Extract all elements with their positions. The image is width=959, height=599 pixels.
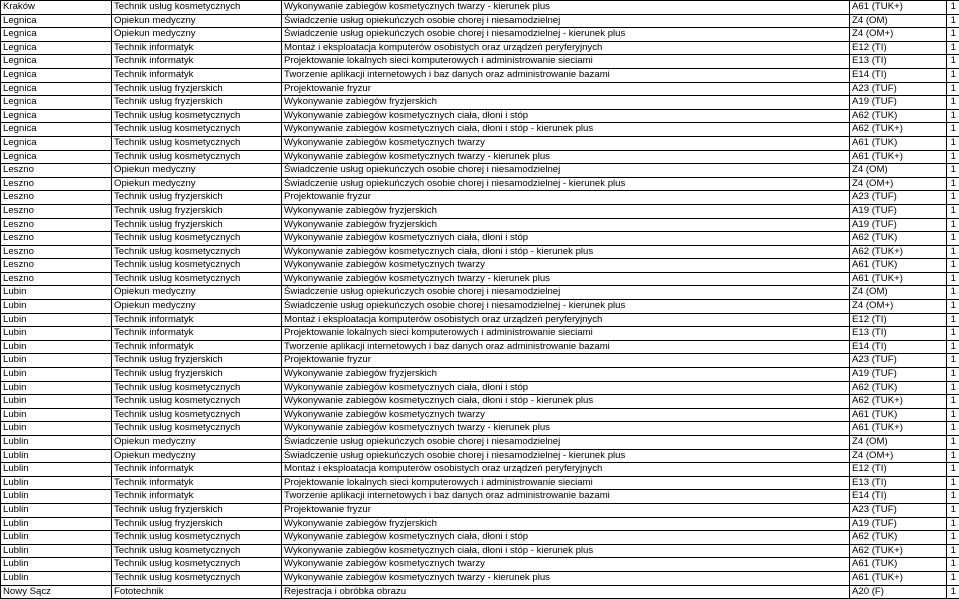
qualification-cell: Tworzenie aplikacji internetowych i baz danych oraz administrowanie bazami [282, 490, 850, 504]
count-cell: 1 [947, 436, 959, 450]
profession-cell: Technik informatyk [112, 41, 282, 55]
code-cell: A62 (TUK) [850, 531, 947, 545]
count-cell: 1 [947, 272, 959, 286]
profession-cell: Technik usług fryzjerskich [112, 191, 282, 205]
city-cell: Legnica [1, 55, 112, 69]
city-cell: Lublin [1, 463, 112, 477]
city-cell: Lubin [1, 354, 112, 368]
profession-cell: Technik usług kosmetycznych [112, 544, 282, 558]
count-cell: 1 [947, 585, 959, 599]
code-cell: A19 (TUF) [850, 517, 947, 531]
qualification-cell: Wykonywanie zabiegów kosmetycznych ciała, dłoni i stóp - kierunek plus [282, 245, 850, 259]
count-cell: 1 [947, 354, 959, 368]
table-row [1, 463, 959, 477]
table-row [1, 313, 959, 327]
city-cell: Lubin [1, 286, 112, 300]
city-cell: Lublin [1, 476, 112, 490]
code-cell: A61 (TUK+) [850, 150, 947, 164]
qualification-cell: Wykonywanie zabiegów kosmetycznych twarzy [282, 259, 850, 273]
count-cell: 1 [947, 463, 959, 477]
table-row [1, 245, 959, 259]
city-cell: Legnica [1, 150, 112, 164]
profession-cell: Technik usług fryzjerskich [112, 354, 282, 368]
table-row [1, 150, 959, 164]
city-cell: Leszno [1, 272, 112, 286]
qualification-cell: Wykonywanie zabiegów fryzjerskich [282, 517, 850, 531]
profession-cell: Technik usług kosmetycznych [112, 232, 282, 246]
code-cell: A61 (TUK+) [850, 1, 947, 15]
qualification-cell: Projektowanie fryzur [282, 503, 850, 517]
city-cell: Lubin [1, 381, 112, 395]
table-row [1, 14, 959, 28]
code-cell: A62 (TUK+) [850, 544, 947, 558]
table-row [1, 585, 959, 599]
profession-cell: Technik usług fryzjerskich [112, 82, 282, 96]
profession-cell: Technik informatyk [112, 313, 282, 327]
city-cell: Legnica [1, 96, 112, 110]
count-cell: 1 [947, 544, 959, 558]
count-cell: 1 [947, 1, 959, 15]
table-row [1, 422, 959, 436]
table-row [1, 368, 959, 382]
code-cell: A23 (TUF) [850, 503, 947, 517]
qualification-cell: Wykonywanie zabiegów kosmetycznych twarzy - kierunek plus [282, 1, 850, 15]
count-cell: 1 [947, 28, 959, 42]
qualification-cell: Świadczenie usług opiekuńczych osobie chorej i niesamodzielnej [282, 436, 850, 450]
code-cell: A62 (TUK) [850, 232, 947, 246]
code-cell: A62 (TUK) [850, 109, 947, 123]
qualification-cell: Projektowanie fryzur [282, 354, 850, 368]
qualification-cell: Wykonywanie zabiegów kosmetycznych ciała, dłoni i stóp [282, 531, 850, 545]
code-cell: E12 (TI) [850, 41, 947, 55]
count-cell: 1 [947, 313, 959, 327]
code-cell: Z4 (OM) [850, 436, 947, 450]
city-cell: Legnica [1, 136, 112, 150]
qualification-cell: Wykonywanie zabiegów kosmetycznych ciała, dłoni i stóp - kierunek plus [282, 544, 850, 558]
qualification-cell: Wykonywanie zabiegów kosmetycznych ciała, dłoni i stóp [282, 232, 850, 246]
table-row [1, 544, 959, 558]
count-cell: 1 [947, 531, 959, 545]
qualification-cell: Świadczenie usług opiekuńczych osobie chorej i niesamodzielnej - kierunek plus [282, 449, 850, 463]
city-cell: Lubin [1, 327, 112, 341]
profession-cell: Technik usług kosmetycznych [112, 558, 282, 572]
count-cell: 1 [947, 327, 959, 341]
city-cell: Lubin [1, 422, 112, 436]
count-cell: 1 [947, 55, 959, 69]
code-cell: Z4 (OM+) [850, 28, 947, 42]
qualification-cell: Świadczenie usług opiekuńczych osobie chorej i niesamodzielnej - kierunek plus [282, 177, 850, 191]
city-cell: Leszno [1, 164, 112, 178]
count-cell: 1 [947, 395, 959, 409]
code-cell: A61 (TUK+) [850, 422, 947, 436]
code-cell: A23 (TUF) [850, 354, 947, 368]
profession-cell: Technik usług kosmetycznych [112, 1, 282, 15]
qualification-cell: Rejestracja i obróbka obrazu [282, 585, 850, 599]
city-cell: Lubin [1, 395, 112, 409]
profession-cell: Technik usług fryzjerskich [112, 96, 282, 110]
profession-cell: Technik informatyk [112, 68, 282, 82]
table-row [1, 571, 959, 585]
city-cell: Lublin [1, 531, 112, 545]
count-cell: 1 [947, 381, 959, 395]
city-cell: Lublin [1, 544, 112, 558]
count-cell: 1 [947, 191, 959, 205]
code-cell: Z4 (OM+) [850, 177, 947, 191]
code-cell: A61 (TUK) [850, 136, 947, 150]
code-cell: A23 (TUF) [850, 191, 947, 205]
profession-cell: Technik usług fryzjerskich [112, 218, 282, 232]
count-cell: 1 [947, 476, 959, 490]
profession-cell: Opiekun medyczny [112, 177, 282, 191]
table-row [1, 259, 959, 273]
count-cell: 1 [947, 232, 959, 246]
qualification-cell: Wykonywanie zabiegów kosmetycznych twarzy [282, 558, 850, 572]
code-cell: A62 (TUK) [850, 381, 947, 395]
code-cell: A19 (TUF) [850, 96, 947, 110]
qualification-cell: Wykonywanie zabiegów kosmetycznych twarzy - kierunek plus [282, 422, 850, 436]
profession-cell: Technik usług kosmetycznych [112, 109, 282, 123]
city-cell: Legnica [1, 28, 112, 42]
code-cell: E14 (TI) [850, 340, 947, 354]
table-row [1, 177, 959, 191]
profession-cell: Opiekun medyczny [112, 164, 282, 178]
count-cell: 1 [947, 177, 959, 191]
profession-cell: Fototechnik [112, 585, 282, 599]
count-cell: 1 [947, 96, 959, 110]
qualification-cell: Montaż i eksploatacja komputerów osobistych oraz urządzeń peryferyjnych [282, 313, 850, 327]
city-cell: Lublin [1, 571, 112, 585]
city-cell: Leszno [1, 259, 112, 273]
qualification-cell: Wykonywanie zabiegów kosmetycznych twarzy [282, 408, 850, 422]
qualification-cell: Tworzenie aplikacji internetowych i baz danych oraz administrowanie bazami [282, 68, 850, 82]
code-cell: A62 (TUK+) [850, 123, 947, 137]
count-cell: 1 [947, 259, 959, 273]
profession-cell: Technik usług fryzjerskich [112, 517, 282, 531]
profession-cell: Technik usług fryzjerskich [112, 503, 282, 517]
city-cell: Lublin [1, 449, 112, 463]
count-cell: 1 [947, 408, 959, 422]
count-cell: 1 [947, 286, 959, 300]
profession-cell: Technik usług kosmetycznych [112, 259, 282, 273]
profession-cell: Technik usług kosmetycznych [112, 422, 282, 436]
code-cell: Z4 (OM+) [850, 449, 947, 463]
city-cell: Legnica [1, 14, 112, 28]
profession-cell: Technik informatyk [112, 463, 282, 477]
city-cell: Lubin [1, 300, 112, 314]
city-cell: Leszno [1, 232, 112, 246]
count-cell: 1 [947, 422, 959, 436]
table-row [1, 449, 959, 463]
profession-cell: Technik informatyk [112, 55, 282, 69]
qualification-cell: Tworzenie aplikacji internetowych i baz danych oraz administrowanie bazami [282, 340, 850, 354]
table-row [1, 490, 959, 504]
profession-cell: Opiekun medyczny [112, 14, 282, 28]
table-row [1, 109, 959, 123]
code-cell: Z4 (OM+) [850, 300, 947, 314]
city-cell: Lublin [1, 558, 112, 572]
code-cell: E13 (TI) [850, 327, 947, 341]
count-cell: 1 [947, 571, 959, 585]
city-cell: Nowy Sącz [1, 585, 112, 599]
profession-cell: Technik usług kosmetycznych [112, 245, 282, 259]
code-cell: E14 (TI) [850, 490, 947, 504]
count-cell: 1 [947, 368, 959, 382]
code-cell: Z4 (OM) [850, 164, 947, 178]
code-cell: A61 (TUK) [850, 408, 947, 422]
city-cell: Leszno [1, 218, 112, 232]
profession-cell: Technik usług kosmetycznych [112, 136, 282, 150]
count-cell: 1 [947, 245, 959, 259]
qualification-cell: Projektowanie fryzur [282, 82, 850, 96]
count-cell: 1 [947, 109, 959, 123]
code-cell: A19 (TUF) [850, 368, 947, 382]
table-row [1, 204, 959, 218]
city-cell: Lublin [1, 490, 112, 504]
table-body [1, 1, 959, 599]
qualification-cell: Projektowanie lokalnych sieci komputerowych i administrowanie sieciami [282, 55, 850, 69]
table-row [1, 1, 959, 15]
city-cell: Lubin [1, 340, 112, 354]
table-row [1, 381, 959, 395]
qualification-cell: Wykonywanie zabiegów kosmetycznych ciała, dłoni i stóp - kierunek plus [282, 395, 850, 409]
code-cell: A62 (TUK+) [850, 245, 947, 259]
qualification-cell: Świadczenie usług opiekuńczych osobie chorej i niesamodzielnej [282, 286, 850, 300]
qualification-cell: Wykonywanie zabiegów kosmetycznych twarzy - kierunek plus [282, 272, 850, 286]
count-cell: 1 [947, 490, 959, 504]
table-row [1, 354, 959, 368]
code-cell: E12 (TI) [850, 463, 947, 477]
code-cell: E13 (TI) [850, 55, 947, 69]
profession-cell: Technik informatyk [112, 327, 282, 341]
count-cell: 1 [947, 517, 959, 531]
city-cell: Legnica [1, 41, 112, 55]
qualification-cell: Montaż i eksploatacja komputerów osobistych oraz urządzeń peryferyjnych [282, 463, 850, 477]
code-cell: A19 (TUF) [850, 218, 947, 232]
qualification-cell: Wykonywanie zabiegów fryzjerskich [282, 368, 850, 382]
qualification-cell: Wykonywanie zabiegów kosmetycznych twarzy - kierunek plus [282, 571, 850, 585]
table-row [1, 408, 959, 422]
profession-cell: Technik usług kosmetycznych [112, 272, 282, 286]
count-cell: 1 [947, 204, 959, 218]
count-cell: 1 [947, 164, 959, 178]
table-row [1, 123, 959, 137]
code-cell: A61 (TUK+) [850, 272, 947, 286]
qualification-cell: Projektowanie fryzur [282, 191, 850, 205]
table-row [1, 28, 959, 42]
code-cell: A62 (TUK+) [850, 395, 947, 409]
qualification-cell: Świadczenie usług opiekuńczych osobie chorej i niesamodzielnej - kierunek plus [282, 300, 850, 314]
table-row [1, 503, 959, 517]
count-cell: 1 [947, 218, 959, 232]
count-cell: 1 [947, 340, 959, 354]
count-cell: 1 [947, 558, 959, 572]
qualification-cell: Świadczenie usług opiekuńczych osobie chorej i niesamodzielnej [282, 164, 850, 178]
city-cell: Lublin [1, 503, 112, 517]
profession-cell: Technik usług kosmetycznych [112, 531, 282, 545]
city-cell: Legnica [1, 82, 112, 96]
city-cell: Leszno [1, 204, 112, 218]
count-cell: 1 [947, 503, 959, 517]
count-cell: 1 [947, 82, 959, 96]
city-cell: Legnica [1, 68, 112, 82]
count-cell: 1 [947, 300, 959, 314]
profession-cell: Opiekun medyczny [112, 436, 282, 450]
profession-cell: Technik informatyk [112, 490, 282, 504]
count-cell: 1 [947, 150, 959, 164]
qualification-cell: Montaż i eksploatacja komputerów osobistych oraz urządzeń peryferyjnych [282, 41, 850, 55]
table-row [1, 96, 959, 110]
qualification-cell: Wykonywanie zabiegów kosmetycznych ciała, dłoni i stóp [282, 381, 850, 395]
qualification-cell: Wykonywanie zabiegów fryzjerskich [282, 204, 850, 218]
table-row [1, 41, 959, 55]
city-cell: Legnica [1, 109, 112, 123]
code-cell: A61 (TUK) [850, 558, 947, 572]
count-cell: 1 [947, 123, 959, 137]
code-cell: A19 (TUF) [850, 204, 947, 218]
profession-cell: Opiekun medyczny [112, 449, 282, 463]
city-cell: Kraków [1, 1, 112, 15]
qualification-cell: Wykonywanie zabiegów kosmetycznych twarzy - kierunek plus [282, 150, 850, 164]
table-row [1, 55, 959, 69]
profession-cell: Technik usług kosmetycznych [112, 571, 282, 585]
qualification-cell: Projektowanie lokalnych sieci komputerowych i administrowanie sieciami [282, 327, 850, 341]
city-cell: Leszno [1, 245, 112, 259]
profession-cell: Technik usług kosmetycznych [112, 395, 282, 409]
qualification-cell: Wykonywanie zabiegów fryzjerskich [282, 218, 850, 232]
table-row [1, 517, 959, 531]
profession-cell: Technik usług kosmetycznych [112, 381, 282, 395]
city-cell: Leszno [1, 191, 112, 205]
code-cell: A23 (TUF) [850, 82, 947, 96]
profession-cell: Technik usług kosmetycznych [112, 123, 282, 137]
code-cell: Z4 (OM) [850, 286, 947, 300]
city-cell: Lublin [1, 517, 112, 531]
code-cell: A61 (TUK) [850, 259, 947, 273]
table-row [1, 436, 959, 450]
profession-cell: Opiekun medyczny [112, 286, 282, 300]
qualification-cell: Projektowanie lokalnych sieci komputerowych i administrowanie sieciami [282, 476, 850, 490]
table-row [1, 136, 959, 150]
table-row [1, 191, 959, 205]
code-cell: A20 (F) [850, 585, 947, 599]
count-cell: 1 [947, 41, 959, 55]
table-row [1, 327, 959, 341]
profession-cell: Technik usług fryzjerskich [112, 204, 282, 218]
profession-cell: Opiekun medyczny [112, 300, 282, 314]
profession-cell: Technik informatyk [112, 476, 282, 490]
code-cell: E14 (TI) [850, 68, 947, 82]
qualification-cell: Wykonywanie zabiegów fryzjerskich [282, 96, 850, 110]
table-row [1, 476, 959, 490]
code-cell: E12 (TI) [850, 313, 947, 327]
table-row [1, 558, 959, 572]
code-cell: A61 (TUK+) [850, 571, 947, 585]
count-cell: 1 [947, 449, 959, 463]
qualification-cell: Wykonywanie zabiegów kosmetycznych twarzy [282, 136, 850, 150]
table-row [1, 68, 959, 82]
table-row [1, 164, 959, 178]
profession-cell: Technik usług fryzjerskich [112, 368, 282, 382]
city-cell: Lubin [1, 368, 112, 382]
table-row [1, 531, 959, 545]
profession-cell: Opiekun medyczny [112, 28, 282, 42]
table-row [1, 286, 959, 300]
city-cell: Lublin [1, 436, 112, 450]
profession-cell: Technik informatyk [112, 340, 282, 354]
code-cell: E13 (TI) [850, 476, 947, 490]
table-row [1, 395, 959, 409]
city-cell: Lubin [1, 408, 112, 422]
profession-cell: Technik usług kosmetycznych [112, 150, 282, 164]
code-cell: Z4 (OM) [850, 14, 947, 28]
city-cell: Lubin [1, 313, 112, 327]
table-row [1, 300, 959, 314]
qualification-cell: Wykonywanie zabiegów kosmetycznych ciała, dłoni i stóp [282, 109, 850, 123]
city-cell: Leszno [1, 177, 112, 191]
city-cell: Legnica [1, 123, 112, 137]
table-row [1, 82, 959, 96]
qualification-cell: Świadczenie usług opiekuńczych osobie chorej i niesamodzielnej - kierunek plus [282, 28, 850, 42]
count-cell: 1 [947, 136, 959, 150]
qualification-cell: Świadczenie usług opiekuńczych osobie chorej i niesamodzielnej [282, 14, 850, 28]
table-row [1, 218, 959, 232]
table-row [1, 340, 959, 354]
count-cell: 1 [947, 68, 959, 82]
table-row [1, 232, 959, 246]
table-row [1, 272, 959, 286]
qualification-cell: Wykonywanie zabiegów kosmetycznych ciała, dłoni i stóp - kierunek plus [282, 123, 850, 137]
profession-cell: Technik usług kosmetycznych [112, 408, 282, 422]
count-cell: 1 [947, 14, 959, 28]
